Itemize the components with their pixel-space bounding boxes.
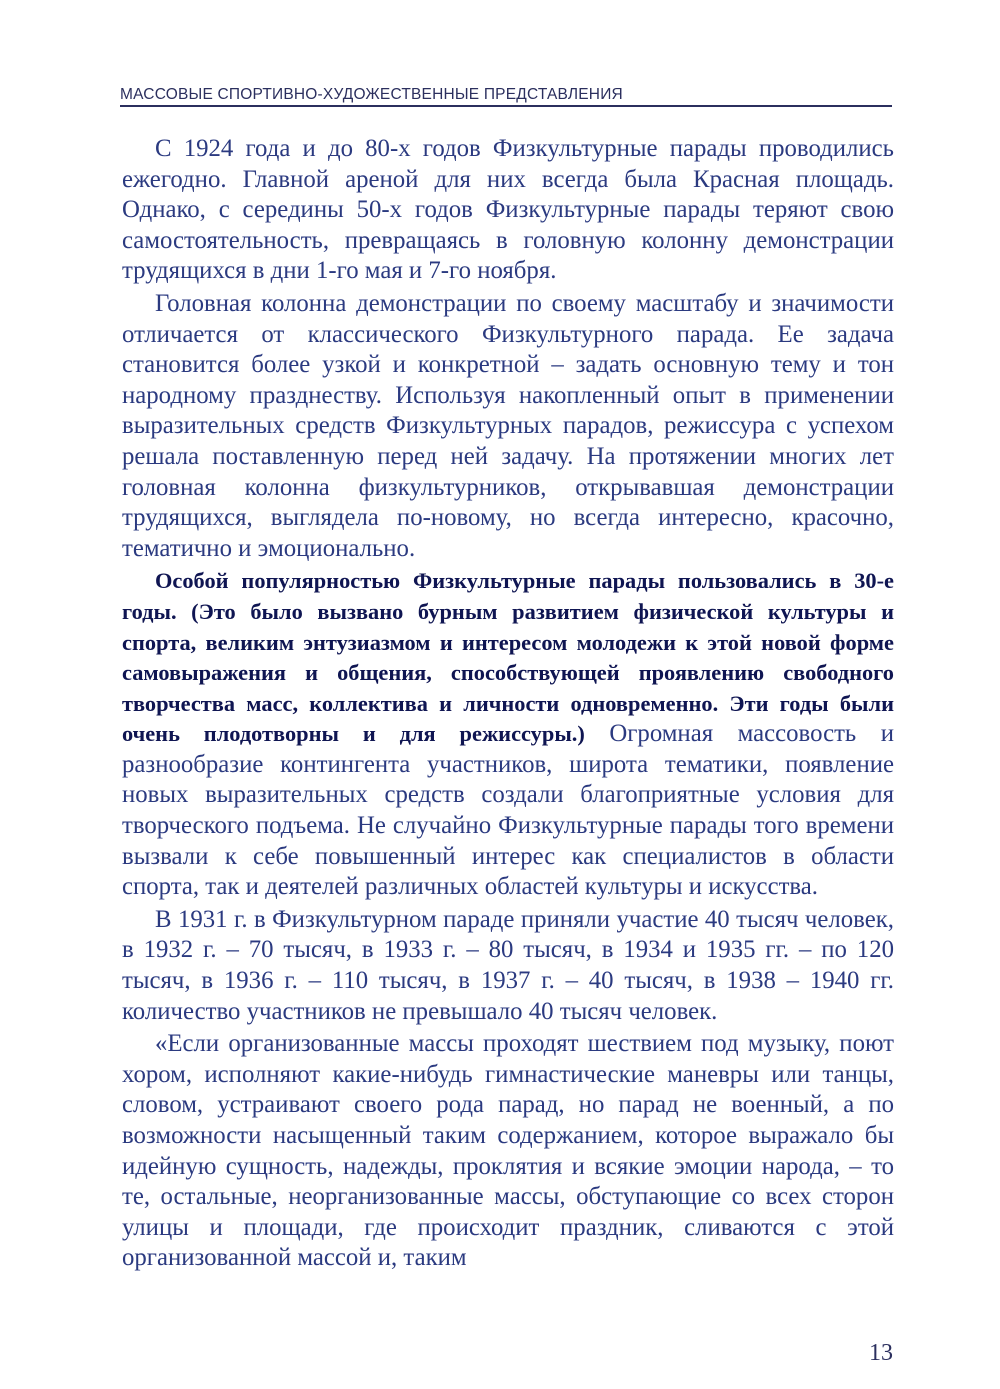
page-number: 13	[869, 1340, 893, 1366]
page-body	[122, 134, 894, 1274]
paragraph-2: Головная колонна демонстрации по своему масштабу и значимости отличается от классического Физкультурного парада. Ее задача становится более узкой и конкретной – задать основную тему и тон народному празднеству. Используя накопленный опыт в применении выразительных средств Физкультурных парадов, режиссура с успехом решала поставленную перед ней задачу. На протяжении многих лет головная колонна физкультурников, открывавшая демонстрации трудящихся, выглядела по-новому, но всегда интересно, красочно, тематично и эмоционально.	[122, 289, 894, 562]
paragraph-3-bold-lead: Особой популярностью Физкультурные парады пользовались в 30-е годы. (Это было вызвано бурным развитием физической культуры и спорта, великим энтузиазмом и интересом молодежи к этой новой форме самовыражения и общения, способствующей проявлению свободного творчества масс, коллектива и личности одновременно. Эти годы были очень плодотворны и для режиссуры.)	[122, 568, 894, 747]
running-title: МАССОВЫЕ СПОРТИВНО-ХУДОЖЕСТВЕННЫЕ ПРЕДСТАВЛЕНИЯ	[120, 86, 623, 103]
paragraph-3-rest: Огромная массовость и разнообразие контингента участников, широта тематики, появление новых выразительных средств создали благоприятные условия для творческого подъема. Не случайно Физкультурные парады того времени вызвали к себе повышенный интерес как специалистов в области спорта, так и деятелей различных областей культуры и искусства.	[122, 720, 894, 901]
paragraph-5: «Если организованные массы проходят шествием под музыку, поют хором, исполняют какие-нибудь гимнастические маневры или танцы, словом, устраивают своего рода парад, но парад не военный, а по возможности насыщенный таким содержанием, которое выражало бы идейную сущность, надежды, проклятия и всякие эмоции народа, – то те, остальные, неорганизованные массы, обступающие со всех сторон улицы и площади, где происходит праздник, сливаются с этой организованной массой и, таким	[122, 1030, 894, 1272]
paragraph-4: В 1931 г. в Физкультурном параде приняли участие 40 тысяч человек, в 1932 г. – 70 тысяч, в 1933 г. – 80 тысяч, в 1934 и 1935 гг. – по 120 тысяч, в 1936 г. – 110 тысяч, в 1937 г. – 40 тысяч, в 1938 – 1940 гг. количество участников не превышало 40 тысяч человек.	[122, 905, 894, 1025]
paragraph-3	[122, 566, 894, 903]
running-header	[120, 86, 892, 107]
paragraph-1: С 1924 года и до 80-х годов Физкультурные парады проводились ежегодно. Главной ареной для них всегда была Красная площадь. Однако, с середины 50-х годов Физкультурные парады теряют свою самостоятельность, превращаясь в головную колонну демонстрации трудящихся в дни 1-го мая и 7-го ноября.	[122, 135, 894, 285]
